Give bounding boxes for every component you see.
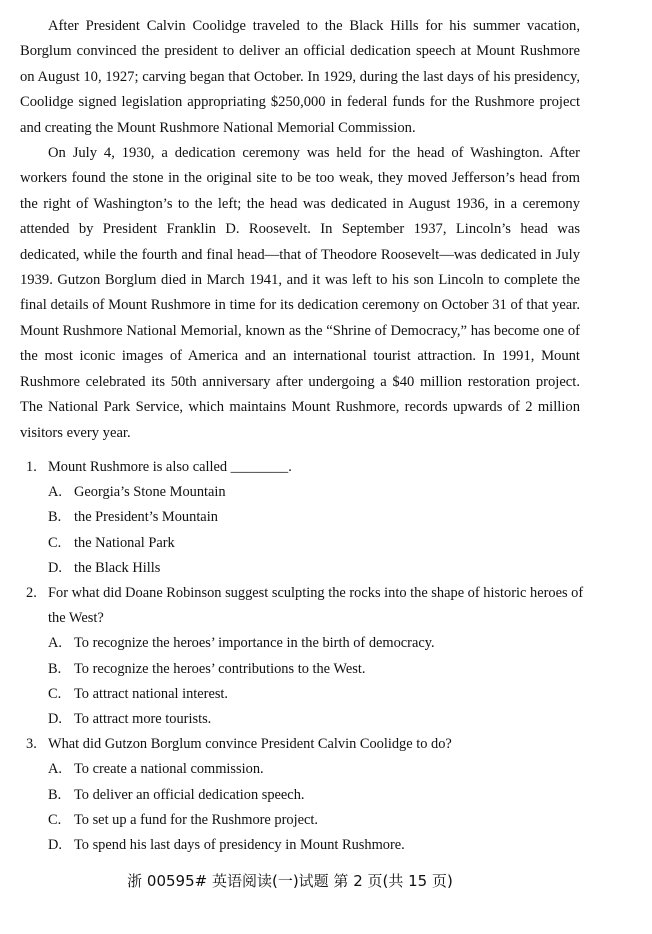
option-text: the President’s Mountain — [74, 509, 218, 526]
question-text: Mount Rushmore is also called ________. — [48, 459, 292, 475]
option-letter: B. — [48, 660, 62, 677]
option-letter: A. — [48, 484, 62, 501]
question-2-option-d — [26, 707, 586, 732]
question-1-option-a — [26, 480, 586, 505]
question-text: For what did Doane Robinson suggest sculpting the rocks into the shape of historic heroes of the West? — [48, 585, 584, 627]
question-number: 1. — [26, 459, 37, 475]
option-letter: B. — [48, 509, 62, 526]
option-letter: C. — [48, 811, 62, 828]
option-text: To create a national commission. — [74, 761, 264, 778]
option-text: the Black Hills — [74, 559, 161, 576]
reading-passage — [20, 14, 580, 446]
option-text: To spend his last days of presidency in Mount Rushmore. — [74, 837, 405, 854]
option-text: To recognize the heroes’ contributions to the West. — [74, 660, 366, 677]
question-2-option-c — [26, 682, 586, 707]
option-letter: A. — [48, 761, 62, 778]
question-3-option-b — [26, 783, 586, 808]
option-letter: D. — [48, 559, 62, 576]
question-2-option-b — [26, 657, 586, 682]
option-text: Georgia’s Stone Mountain — [74, 484, 226, 501]
question-2 — [26, 581, 586, 631]
question-1-option-c — [26, 531, 586, 556]
option-letter: C. — [48, 685, 62, 702]
option-text: To deliver an official dedication speech. — [74, 786, 305, 803]
option-letter: D. — [48, 837, 62, 854]
option-text: To attract national interest. — [74, 685, 229, 702]
option-letter: A. — [48, 635, 62, 652]
option-letter: C. — [48, 534, 62, 551]
passage-paragraph-1: After President Calvin Coolidge traveled to the Black Hills for his summer vacation, Borglum convinced the president to deliver an official dedication speech at Mount Rushmore on August 10, 1927; carving began that October. In 1929, during the last days of his presidency, Coolidge signed legislation appropriating $250,000 in federal funds for the Rushmore project and creating the Mount Rushmore National Memorial Commission. — [20, 18, 580, 136]
question-1 — [26, 455, 586, 480]
question-3-option-c — [26, 808, 586, 833]
option-text: To recognize the heroes’ importance in the birth of democracy. — [74, 635, 435, 652]
question-2-option-a — [26, 631, 586, 656]
passage-paragraph-2: On July 4, 1930, a dedication ceremony was held for the head of Washington. After workers found the stone in the original site to be too weak, they moved Jefferson’s head from the right of Washington’s to the left; the head was dedicated in August 1936, in a ceremony attended by President Franklin D. Roosevelt. In September 1937, Lincoln’s head was dedicated, while the fourth and final head—that of Theodore Roosevelt—was dedicated in July 1939. Gutzon Borglum died in March 1941, and it was left to his son Lincoln to complete the final details of Mount Rushmore in time for its dedication ceremony on October 31 of that year. Mount Rushmore National Memorial, known as the “Shrine of Democracy,” has become one of the most iconic images of America and an international tourist attraction. In 1991, Mount Rushmore celebrated its 50th anniversary after undergoing a $40 million restoration project. The National Park Service, which maintains Mount Rushmore, records upwards of 2 million visitors every year. — [20, 145, 580, 441]
question-text: What did Gutzon Borglum convince President Calvin Coolidge to do? — [48, 736, 452, 753]
question-3 — [26, 732, 586, 757]
question-3-option-a — [26, 757, 586, 782]
option-text: To attract more tourists. — [74, 711, 212, 728]
option-letter: B. — [48, 786, 62, 803]
question-3-option-d — [26, 833, 586, 858]
page-footer: 浙 00595# 英语阅读(一)试题 第 2 页(共 15 页) — [127, 872, 453, 890]
question-1-option-d — [26, 556, 586, 581]
option-text: the National Park — [74, 534, 175, 551]
option-letter: D. — [48, 711, 62, 728]
question-1-option-b — [26, 505, 586, 530]
question-number: 3. — [26, 736, 37, 753]
question-number: 2. — [26, 585, 37, 602]
option-text: To set up a fund for the Rushmore project. — [74, 811, 318, 828]
question-list — [26, 455, 586, 858]
